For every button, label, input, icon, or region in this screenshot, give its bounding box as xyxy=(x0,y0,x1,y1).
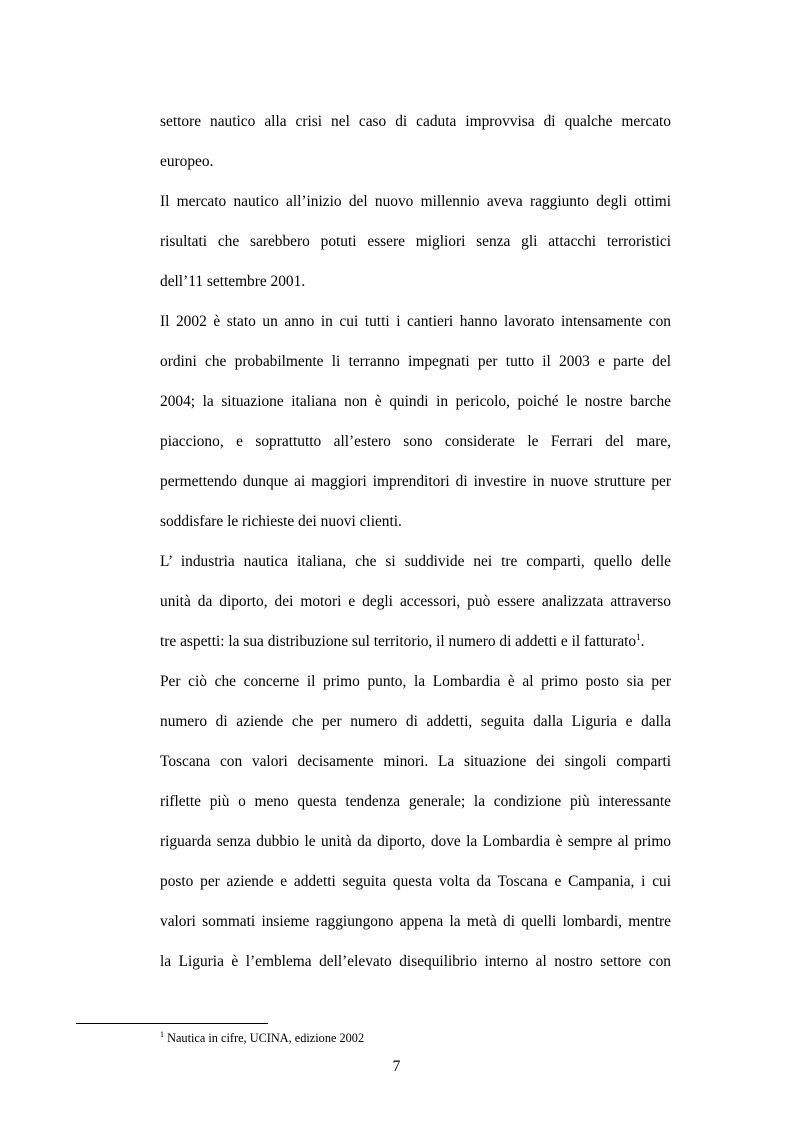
paragraph-line: piacciono, e soprattutto all’estero sono considerate le Ferrari del mare, xyxy=(160,433,671,450)
footnote xyxy=(160,1030,364,1046)
paragraph-line: Toscana con valori decisamente minori. La situazione dei singoli comparti xyxy=(160,753,671,770)
page-number: 7 xyxy=(392,1058,401,1075)
footnote-reference[interactable]: 1 xyxy=(636,631,641,642)
paragraph-line-text: tre aspetti: la sua distribuzione sul territorio, il numero di addetti e il fatturato xyxy=(160,633,637,650)
paragraph-line: Per ciò che concerne il primo punto, la Lombardia è al primo posto sia per xyxy=(160,673,671,690)
paragraph-line: riguarda senza dubbio le unità da diporto, dove la Lombardia è sempre al primo xyxy=(160,833,671,850)
paragraph-line: permettendo dunque ai maggiori imprenditori di investire in nuove strutture per xyxy=(160,473,671,490)
sentence-period: . xyxy=(640,633,645,650)
paragraph-line: numero di aziende che per numero di addetti, seguita dalla Liguria e dalla xyxy=(160,713,671,730)
paragraph-line: europeo. xyxy=(160,153,214,170)
paragraph-line: risultati che sarebbero potuti essere migliori senza gli attacchi terroristici xyxy=(160,233,671,250)
paragraph-line: valori sommati insieme raggiungono appena la metà di quelli lombardi, mentre xyxy=(160,913,671,930)
paragraph-line xyxy=(160,632,671,652)
paragraph-line: L’ industria nautica italiana, che si suddivide nei tre comparti, quello delle xyxy=(160,553,671,570)
paragraph-line: posto per aziende e addetti seguita questa volta da Toscana e Campania, i cui xyxy=(160,873,671,890)
paragraph-line: 2004; la situazione italiana non è quindi in pericolo, poiché le nostre barche xyxy=(160,393,671,410)
paragraph-line: Il 2002 è stato un anno in cui tutti i cantieri hanno lavorato intensamente con xyxy=(160,313,671,330)
paragraph-line: riflette più o meno questa tendenza generale; la condizione più interessante xyxy=(160,793,671,810)
paragraph-line: Il mercato nautico all’inizio del nuovo millennio aveva raggiunto degli ottimi xyxy=(160,193,671,210)
paragraph-line: soddisfare le richieste dei nuovi clienti. xyxy=(160,513,402,530)
footnote-marker: 1 xyxy=(160,1029,164,1039)
paragraph-line: ordini che probabilmente li terranno impegnati per tutto il 2003 e parte del xyxy=(160,353,671,370)
paragraph-line: unità da diporto, dei motori e degli accessori, può essere analizzata attraverso xyxy=(160,593,671,610)
paragraph-line: settore nautico alla crisi nel caso di caduta improvvisa di qualche mercato xyxy=(160,113,671,130)
paragraph-line: la Liguria è l’emblema dell’elevato disequilibrio interno al nostro settore con xyxy=(160,953,671,970)
footnote-separator xyxy=(76,1023,268,1024)
paragraph-line: dell’11 settembre 2001. xyxy=(160,273,306,290)
footnote-text: Nautica in cifre, UCINA, edizione 2002 xyxy=(167,1031,365,1045)
